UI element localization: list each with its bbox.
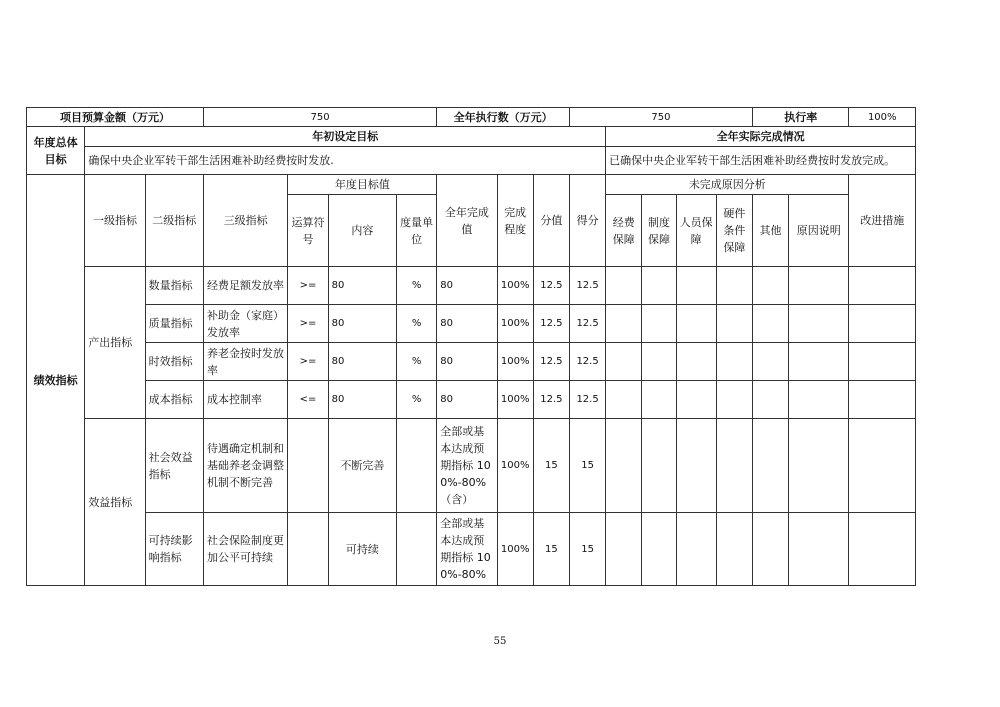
score-header: 得分 (569, 175, 605, 267)
hardware-header: 硬件条件保障 (716, 195, 752, 267)
completion-cell: 100% (497, 267, 533, 305)
operator-cell: >= (288, 343, 328, 381)
score-value-header: 分值 (533, 175, 569, 267)
score-value-cell: 12.5 (533, 343, 569, 381)
unit-cell (397, 513, 437, 586)
score-value-cell: 12.5 (533, 305, 569, 343)
unit-cell: % (397, 267, 437, 305)
table-row (27, 267, 916, 305)
level2-header: 二级指标 (145, 175, 203, 267)
annual-value-cell: 80 (437, 305, 497, 343)
annual-value-cell: 80 (437, 381, 497, 419)
level2-cell: 质量指标 (145, 305, 203, 343)
output-indicator-label: 产出指标 (85, 267, 145, 419)
unit-header: 度量单位 (397, 195, 437, 267)
level3-cell: 补助金（家庭）发放率 (203, 305, 287, 343)
level2-cell: 时效指标 (145, 343, 203, 381)
score-cell: 12.5 (569, 381, 605, 419)
budget-value: 750 (203, 108, 436, 127)
table-row (27, 419, 916, 513)
content-cell: 不断完善 (328, 419, 396, 513)
level2-cell: 社会效益指标 (145, 419, 203, 513)
benefit-indicator-label: 效益指标 (85, 419, 145, 586)
content-cell: 80 (328, 267, 396, 305)
content-cell: 可持续 (328, 513, 396, 586)
goal-header-row (27, 127, 916, 147)
annual-value-cell: 80 (437, 343, 497, 381)
actual-goal-text: 已确保中央企业军转干部生活困难补助经费按时发放完成。 (606, 147, 916, 175)
funding-header: 经费保障 (606, 195, 642, 267)
completion-cell: 100% (497, 305, 533, 343)
annual-value-cell: 全部或基本达成预期指标 100%-80% (437, 513, 497, 586)
score-cell: 15 (569, 513, 605, 586)
perf-indicator-label: 绩效指标 (27, 175, 85, 586)
unit-cell: % (397, 305, 437, 343)
completion-header: 完成程度 (497, 175, 533, 267)
content-cell: 80 (328, 305, 396, 343)
rate-label: 执行率 (752, 108, 849, 127)
operator-cell: <= (288, 381, 328, 419)
exec-label: 全年执行数（万元） (437, 108, 570, 127)
score-cell: 12.5 (569, 343, 605, 381)
planned-goal-text: 确保中央企业军转干部生活困难补助经费按时发放. (85, 147, 606, 175)
level3-cell: 待遇确定机制和基础养老金调整机制不断完善 (203, 419, 287, 513)
score-value-cell: 15 (533, 419, 569, 513)
target-value-header: 年度目标值 (288, 175, 437, 195)
annual-value-header: 全年完成值 (437, 175, 497, 267)
operator-cell (288, 419, 328, 513)
content-cell: 80 (328, 381, 396, 419)
completion-cell: 100% (497, 381, 533, 419)
operator-cell: >= (288, 305, 328, 343)
exec-value: 750 (569, 108, 752, 127)
level2-cell: 数量指标 (145, 267, 203, 305)
rate-value: 100% (849, 108, 916, 127)
personnel-header: 人员保障 (676, 195, 716, 267)
score-cell: 12.5 (569, 267, 605, 305)
performance-table (26, 107, 916, 586)
level3-header: 三级指标 (203, 175, 287, 267)
annual-value-cell: 全部或基本达成预期指标 100%-80%（含） (437, 419, 497, 513)
level2-cell: 可持续影响指标 (145, 513, 203, 586)
other-header: 其他 (752, 195, 788, 267)
reason-desc-header: 原因说明 (789, 195, 849, 267)
system-header: 制度保障 (642, 195, 676, 267)
annual-goal-label: 年度总体目标 (27, 127, 85, 175)
page-number: 55 (493, 636, 507, 647)
unit-cell: % (397, 381, 437, 419)
score-value-cell: 12.5 (533, 267, 569, 305)
table-row (27, 343, 916, 381)
completion-cell: 100% (497, 513, 533, 586)
completion-cell: 100% (497, 343, 533, 381)
reason-analysis-header: 未完成原因分析 (606, 175, 849, 195)
level1-header: 一级指标 (85, 175, 145, 267)
score-cell: 15 (569, 419, 605, 513)
operator-cell (288, 513, 328, 586)
planned-goal-header: 年初设定目标 (85, 127, 606, 147)
table-row (27, 513, 916, 586)
operator-header: 运算符号 (288, 195, 328, 267)
content-header: 内容 (328, 195, 396, 267)
level3-cell: 养老金按时发放率 (203, 343, 287, 381)
level3-cell: 社会保险制度更加公平可持续 (203, 513, 287, 586)
content-cell: 80 (328, 343, 396, 381)
score-value-cell: 12.5 (533, 381, 569, 419)
summary-row (27, 108, 916, 127)
operator-cell: >= (288, 267, 328, 305)
table-row (27, 305, 916, 343)
unit-cell: % (397, 343, 437, 381)
level3-cell: 成本控制率 (203, 381, 287, 419)
budget-label: 项目预算金额（万元） (27, 108, 204, 127)
level3-cell: 经费足额发放率 (203, 267, 287, 305)
score-cell: 12.5 (569, 305, 605, 343)
level2-cell: 成本指标 (145, 381, 203, 419)
completion-cell: 100% (497, 419, 533, 513)
table-row (27, 381, 916, 419)
annual-value-cell: 80 (437, 267, 497, 305)
goal-text-row (27, 147, 916, 175)
unit-cell (397, 419, 437, 513)
actual-goal-header: 全年实际完成情况 (606, 127, 916, 147)
header-row-1 (27, 175, 916, 195)
score-value-cell: 15 (533, 513, 569, 586)
improvement-header: 改进措施 (849, 175, 916, 267)
